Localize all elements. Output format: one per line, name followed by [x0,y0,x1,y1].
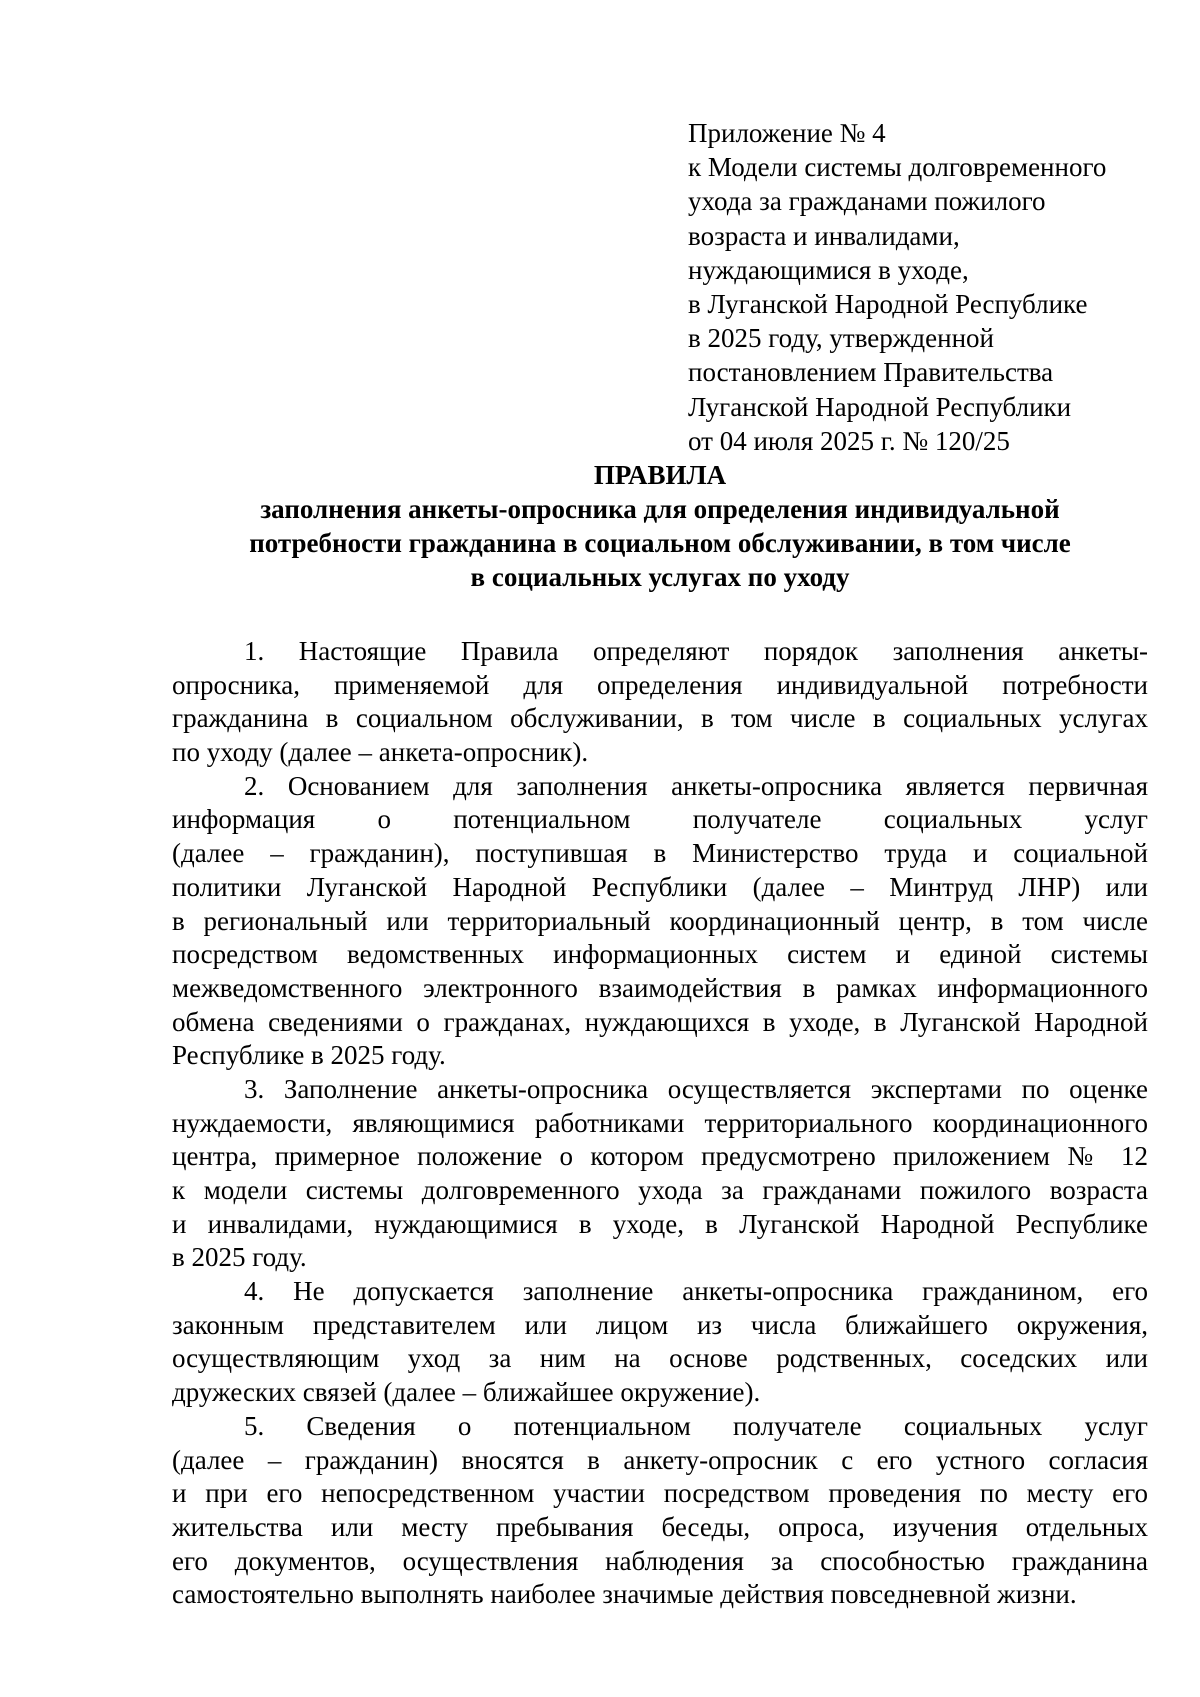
appendix-line: Луганской Народной Республики [688,391,1072,422]
title-subtitle-line: потребности гражданина в социальном обслуживании, в том числе [249,528,1071,558]
text-line: обмена сведениями о гражданах, нуждающихся в уходе, в Луганской Народной [172,1006,1148,1037]
paragraph-2 [172,769,1148,1072]
text-line: центра, примерное положение о котором предусмотрено приложением № 12 [172,1141,1148,1172]
title-subtitle-line: заполнения анкеты-опросника для определения индивидуальной [260,494,1060,524]
text-line: 5. Сведения о потенциальном получателе социальных услуг [244,1410,1148,1441]
text-line: законным представителем или лицом из числа ближайшего окружения, [172,1309,1148,1340]
paragraph-1 [172,634,1148,769]
text-line: самостоятельно выполнять наиболее значимые действия повседневной жизни. [172,1579,1077,1610]
title-subtitle-line: в социальных услугах по уходу [470,562,850,592]
appendix-line: от 04 июля 2025 г. № 120/25 [688,425,1010,456]
text-line: (далее – гражданин), поступившая в Министерство труда и социальной [172,838,1148,869]
appendix-line: ухода за гражданами пожилого [688,186,1046,217]
text-line: 3. Заполнение анкеты-опросника осуществляется экспертами по оценке [244,1073,1148,1104]
appendix-line: возраста и инвалидами, [688,220,960,251]
text-line: дружеских связей (далее – ближайшее окружение). [172,1377,761,1408]
text-line: и при его непосредственном участии посредством проведения по месту его [172,1478,1148,1509]
appendix-header [688,116,1158,458]
text-line: посредством ведомственных информационных систем и единой системы [172,939,1148,970]
text-line: Республике в 2025 году. [172,1040,446,1071]
appendix-line: нуждающимися в уходе, [688,254,969,285]
text-line: по уходу (далее – анкета-опросник). [172,737,589,768]
text-line: (далее – гражданин) вносятся в анкету-опросник с его устного согласия [172,1444,1148,1475]
text-line: жительства или месту пребывания беседы, опроса, изучения отдельных [172,1511,1148,1542]
document-body [172,634,1148,1611]
text-line: информация о потенциальном получателе социальных услуг [172,804,1148,835]
appendix-line: в Луганской Народной Республике [688,288,1088,319]
text-line: в 2025 году. [172,1242,307,1273]
text-line: 4. Не допускается заполнение анкеты-опросника гражданином, его [244,1276,1148,1307]
appendix-line: Приложение № 4 [688,118,886,148]
text-line: осуществляющим уход за ним на основе родственных, соседских или [172,1343,1148,1374]
text-line: его документов, осуществления наблюдения за способностью гражданина [172,1545,1148,1576]
document-title [168,458,1152,594]
text-line: и инвалидами, нуждающимися в уходе, в Луганской Народной Республике [172,1208,1148,1239]
paragraph-4 [172,1274,1148,1409]
text-line: нуждаемости, являющимися работниками территориального координационного [172,1107,1148,1138]
appendix-line: в 2025 году, утвержденной [688,323,995,354]
paragraph-5 [172,1409,1148,1611]
appendix-line: к Модели системы долговременного [688,152,1107,183]
text-line: в региональный или территориальный координационный центр, в том числе [172,905,1148,936]
text-line: к модели системы долговременного ухода за гражданами пожилого возраста [172,1175,1148,1205]
text-line: 2. Основанием для заполнения анкеты-опросника является первичная [244,770,1148,801]
text-line: опросника, применяемой для определения индивидуальной потребности [172,669,1148,700]
paragraph-3 [172,1072,1148,1274]
text-line: политики Луганской Народной Республики (далее – Минтруд ЛНР) или [172,871,1148,902]
text-line: 1. Настоящие Правила определяют порядок заполнения анкеты- [244,636,1148,666]
title-heading: ПРАВИЛА [593,460,727,490]
appendix-line: постановлением Правительства [688,357,1054,388]
text-line: гражданина в социальном обслуживании, в том числе в социальных услугах [172,703,1148,734]
text-line: межведомственного электронного взаимодействия в рамках информационного [172,972,1148,1003]
